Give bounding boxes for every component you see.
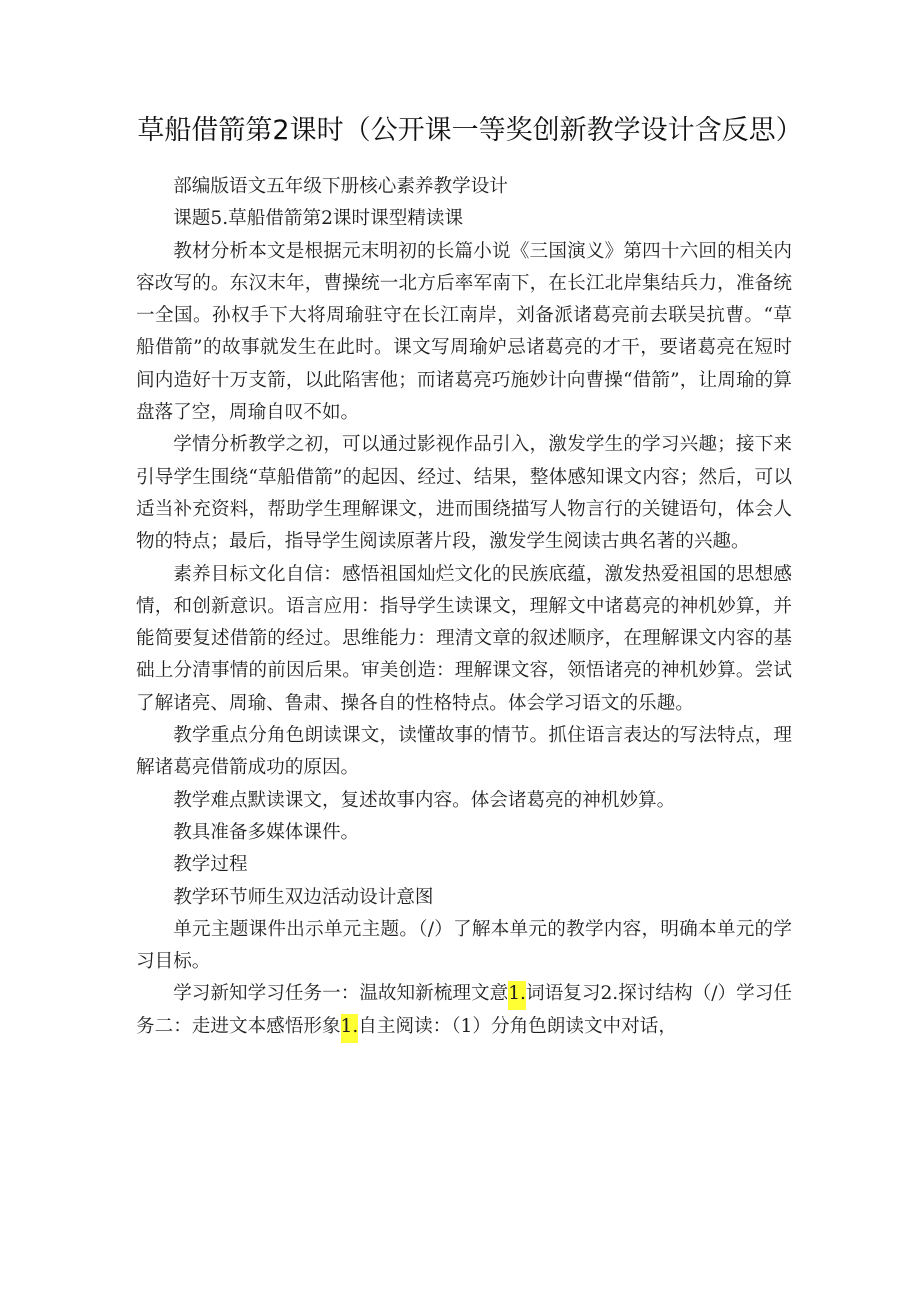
paragraph-teaching-difficulty: 教学难点默读课文，复述故事内容。体会诸葛亮的神机妙算。 bbox=[173, 789, 676, 811]
highlight-mark: 1. bbox=[508, 981, 526, 1010]
paragraph-teaching-focus: 教学重点分角色朗读课文，读懂故事的情节。抓住语言表达的写法特点，理解诸葛亮借箭成功的原因。 bbox=[136, 725, 792, 779]
paragraph-teaching-process: 教学过程 bbox=[173, 854, 248, 876]
paragraph-lesson-topic: 课题5.草船借箭第2课时课型精读课 bbox=[173, 208, 464, 230]
paragraph-student-analysis: 学情分析教学之初，可以通过影视作品引入，激发学生的学习兴趣；接下来引导学生围绕“草船借箭”的起因、经过、结果，整体感知课文内容；然后，可以适当补充资料，帮助学生理解课文，进而围绕描写人物言行的关键语句，体会人物的特点；最后，指导学生阅读原著片段，激发学生阅读古典名著的兴趣。 bbox=[136, 434, 792, 553]
learning-tasks-text-middle: 词语复习2.探讨结构（/）学习任务二：走进文本感悟形象 bbox=[136, 983, 792, 1037]
learning-tasks-text-before: 学习新知学习任务一：温故知新梳理文意 bbox=[173, 983, 509, 1005]
paragraph-table-header: 教学环节师生双边活动设计意图 bbox=[173, 886, 434, 908]
learning-tasks-text-after: 自主阅读：（1）分角色朗读文中对话， bbox=[358, 1015, 677, 1037]
paragraph-unit-theme: 单元主题课件出示单元主题。（/）了解本单元的教学内容，明确本单元的学习目标。 bbox=[136, 918, 792, 973]
paragraph-learning-tasks bbox=[136, 978, 792, 1043]
paragraph-literacy-goals: 素养目标文化自信：感悟祖国灿烂文化的民族底蕴，激发热爱祖国的思想感情，和创新意识。语言应用：指导学生读课文，理解文中诸葛亮的神机妙算，并能简要复述借箭的经过。思维能力：理清文章的叙述顺序，在理解课文内容的基础上分清事情的前因后果。审美创造：理解课文容，领悟诸亮的神机妙算。尝试了解诸亮、周瑜、鲁肃、操各自的性格特点。体会学习语文的乐趣。 bbox=[136, 563, 792, 714]
paragraph-grade-info: 部编版语文五年级下册核心素养教学设计 bbox=[173, 176, 508, 197]
paragraph-textbook-analysis: 教材分析本文是根据元末明初的长篇小说《三国演义》第四十六回的相关内容改写的。东汉末年，曹操统一北方后率军南下，在长江北岸集结兵力，准备统一全国。孙权手下大将周瑜驻守在长江南岸，刘备派诸葛亮前去联吴抗曹。“草船借箭”的故事就发生在此时。课文写周瑜妒忌诸葛亮的才干，要诸葛亮在短时间内造好十万支箭，以此陷害他；而诸葛亮巧施妙计向曹操“借箭”，让周瑜的算盘落了空，周瑜自叹不如。 bbox=[136, 240, 792, 424]
document-title: 草船借箭第2课时（公开课一等奖创新教学设计含反思） bbox=[137, 115, 803, 146]
highlight-mark: 1. bbox=[341, 1014, 359, 1043]
paragraph-teaching-aids: 教具准备多媒体课件。 bbox=[173, 821, 360, 843]
document-body bbox=[136, 171, 792, 1043]
